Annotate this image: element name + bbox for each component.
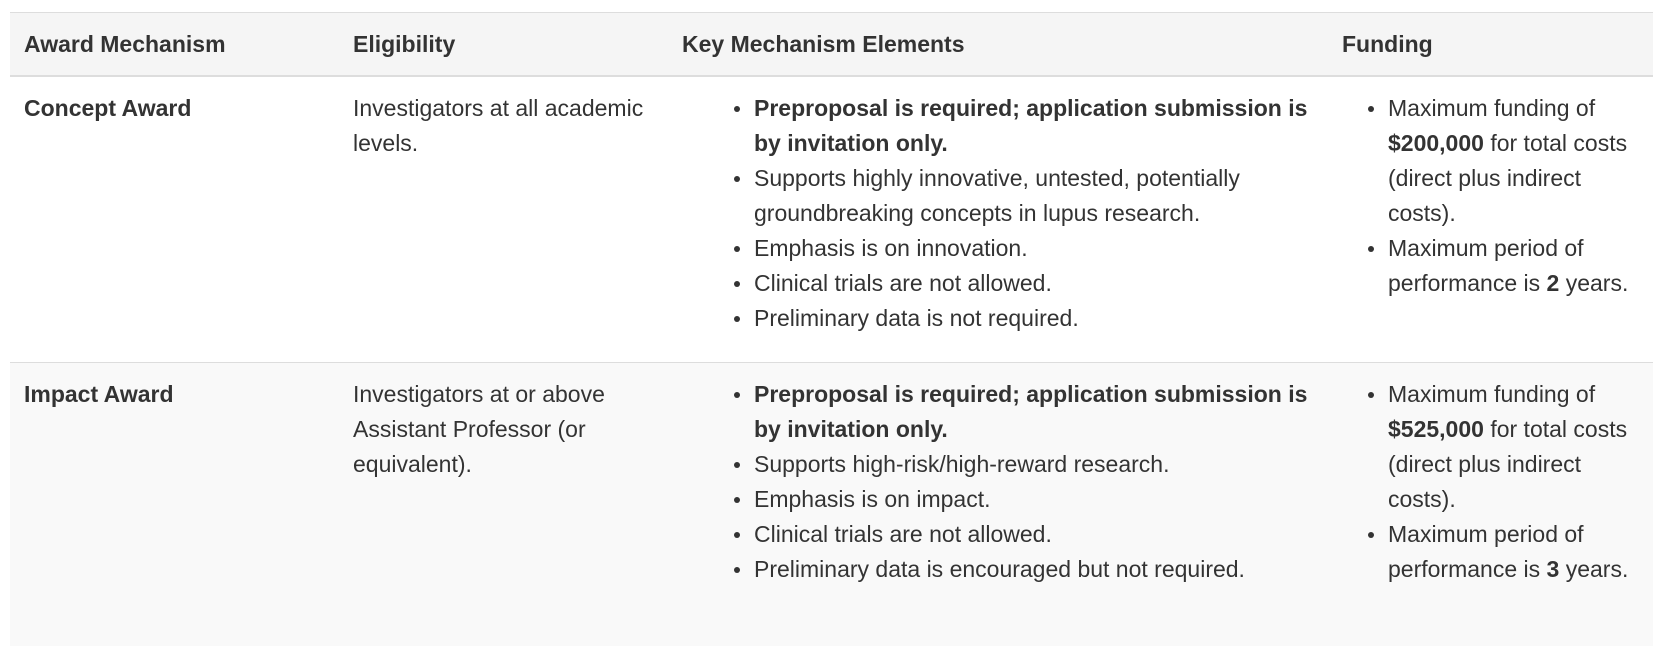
header-key-mechanism-elements: Key Mechanism Elements bbox=[668, 13, 1328, 77]
funding-amount: $200,000 bbox=[1388, 130, 1484, 156]
period-years: 3 bbox=[1547, 556, 1560, 582]
key-elements-list bbox=[682, 91, 1314, 336]
list-item bbox=[1388, 517, 1649, 587]
list-item bbox=[1388, 231, 1649, 301]
period-suffix: years. bbox=[1559, 270, 1628, 296]
list-item bbox=[754, 377, 1314, 447]
list-item: Clinical trials are not allowed. bbox=[754, 266, 1314, 301]
period-prefix: Maximum period of performance is bbox=[1388, 235, 1584, 296]
key-elements-cell bbox=[668, 363, 1328, 646]
funding-cell bbox=[1328, 76, 1653, 363]
award-mechanism-table bbox=[10, 12, 1653, 646]
list-item: Supports high-risk/high-reward research. bbox=[754, 447, 1314, 482]
key-elements-list bbox=[682, 377, 1314, 587]
funding-suffix: for total costs (direct plus indirect costs). bbox=[1388, 416, 1627, 512]
list-item bbox=[1388, 91, 1649, 231]
table-header bbox=[10, 13, 1653, 77]
eligibility-cell: Investigators at all academic levels. bbox=[339, 76, 668, 363]
funding-list bbox=[1342, 377, 1649, 587]
funding-prefix: Maximum funding of bbox=[1388, 381, 1595, 407]
table-row-concept-award bbox=[10, 76, 1653, 363]
bold-requirement-text: Preproposal is required; application submission is by invitation only. bbox=[754, 381, 1307, 442]
list-item: Preliminary data is not required. bbox=[754, 301, 1314, 336]
list-item: Supports highly innovative, untested, potentially groundbreaking concepts in lupus research. bbox=[754, 161, 1314, 231]
list-item bbox=[754, 91, 1314, 161]
funding-prefix: Maximum funding of bbox=[1388, 95, 1595, 121]
header-award-mechanism: Award Mechanism bbox=[10, 13, 339, 77]
table-row-impact-award bbox=[10, 363, 1653, 646]
award-mechanism-cell: Impact Award bbox=[10, 363, 339, 646]
list-item: Preliminary data is encouraged but not required. bbox=[754, 552, 1314, 587]
list-item: Emphasis is on impact. bbox=[754, 482, 1314, 517]
header-funding: Funding bbox=[1328, 13, 1653, 77]
list-item bbox=[1388, 377, 1649, 517]
period-suffix: years. bbox=[1559, 556, 1628, 582]
eligibility-cell: Investigators at or above Assistant Professor (or equivalent). bbox=[339, 363, 668, 646]
list-item: Clinical trials are not allowed. bbox=[754, 517, 1314, 552]
header-eligibility: Eligibility bbox=[339, 13, 668, 77]
funding-cell bbox=[1328, 363, 1653, 646]
award-mechanism-cell: Concept Award bbox=[10, 76, 339, 363]
period-prefix: Maximum period of performance is bbox=[1388, 521, 1584, 582]
funding-amount: $525,000 bbox=[1388, 416, 1484, 442]
funding-suffix: for total costs (direct plus indirect costs). bbox=[1388, 130, 1627, 226]
table-header-row bbox=[10, 13, 1653, 77]
key-elements-cell bbox=[668, 76, 1328, 363]
bold-requirement-text: Preproposal is required; application submission is by invitation only. bbox=[754, 95, 1307, 156]
award-mechanism-table-container bbox=[10, 12, 1653, 646]
funding-list bbox=[1342, 91, 1649, 301]
period-years: 2 bbox=[1547, 270, 1560, 296]
table-body bbox=[10, 76, 1653, 646]
list-item: Emphasis is on innovation. bbox=[754, 231, 1314, 266]
